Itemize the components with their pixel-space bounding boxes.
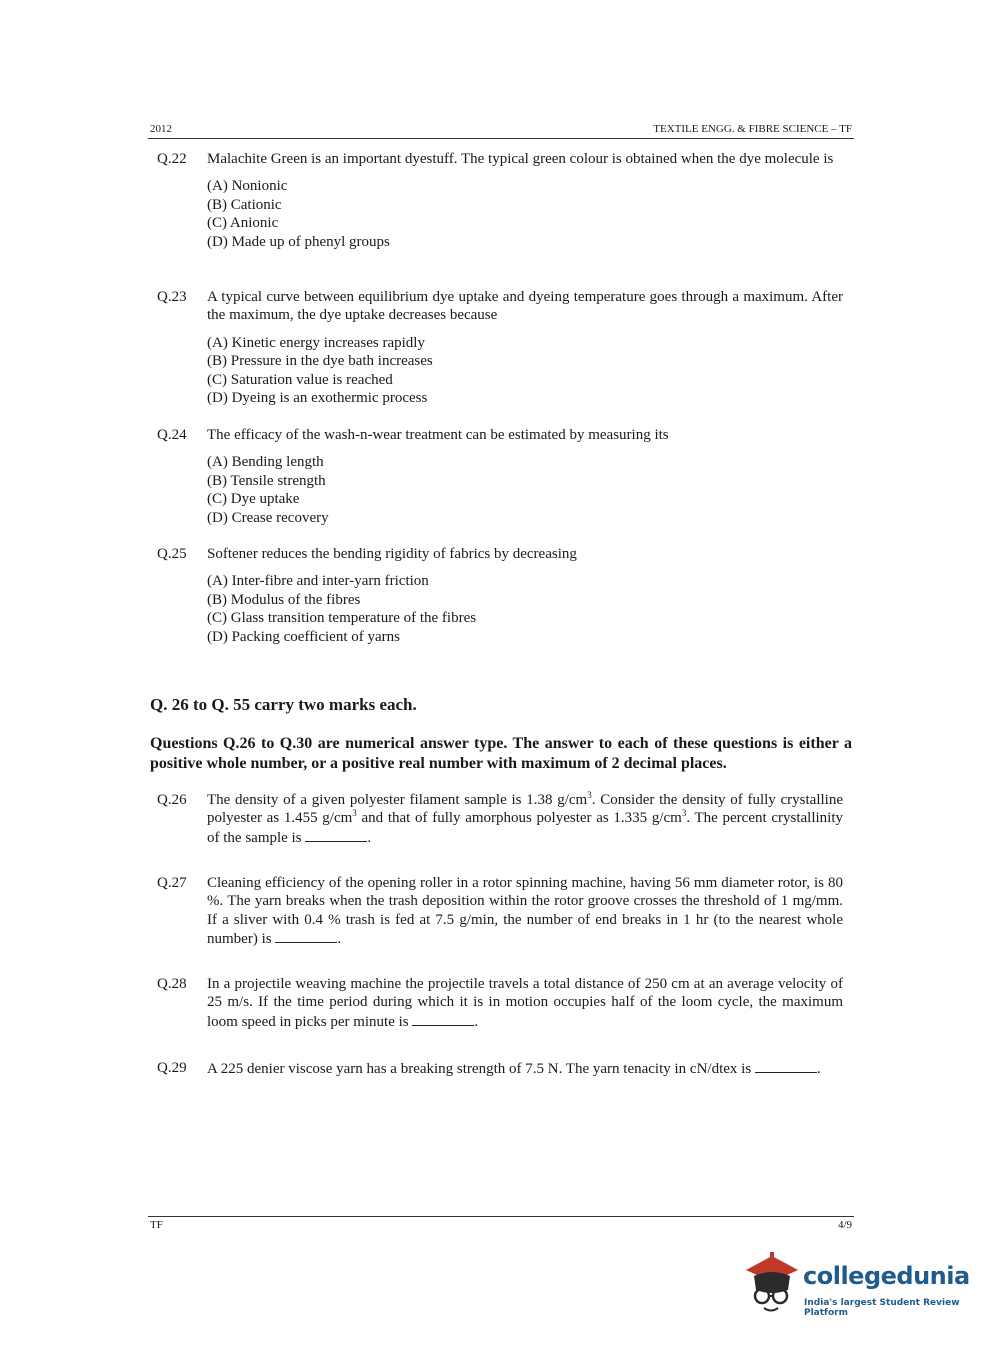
question-number: Q.23 [157, 289, 187, 305]
option-b: (B) Modulus of the fibres [207, 591, 361, 608]
page-number: 4/9 [837, 1219, 852, 1231]
answer-blank [755, 1059, 817, 1073]
header-subject: TEXTILE ENGG. & FIBRE SCIENCE – TF [653, 123, 852, 135]
option-a: (A) Inter-fibre and inter-yarn friction [207, 573, 429, 590]
question-text: A typical curve between equilibrium dye uptake and dyeing temperature goes through a maximum. After the maximum, the dye uptake decreases because [207, 289, 843, 324]
question-text: Cleaning efficiency of the opening roller in a rotor spinning machine, having 56 mm diameter rotor, is 80 %. The yarn breaks when the trash deposition within the rotor groove crosses the threshold of 1 mg/mm. If a sliver with 0.4 % trash is fed at 7.5 g/min, the number of end breaks in 1 hr (to the nearest whole number) is . [207, 875, 843, 948]
option-b: (B) Tensile strength [207, 472, 326, 489]
question-28 [157, 975, 843, 1031]
header-year: 2012 [150, 123, 172, 135]
header-rule [148, 138, 854, 139]
options-list [207, 453, 843, 527]
question-24 [157, 426, 843, 527]
options-list [207, 334, 843, 408]
section-instructions: Questions Q.26 to Q.30 are numerical answer type. The answer to each of these questions is either a positive whole number, or a positive real number with maximum of 2 decimal places. [150, 735, 852, 772]
option-b: (B) Cationic [207, 196, 282, 213]
option-c: (C) Dye uptake [207, 491, 300, 508]
student-mascot-icon [742, 1250, 802, 1318]
option-c: (C) Glass transition temperature of the fibres [207, 610, 477, 627]
option-d: (D) Made up of phenyl groups [207, 233, 390, 250]
option-d: (D) Dyeing is an exothermic process [207, 390, 428, 407]
question-number: Q.29 [157, 1060, 187, 1076]
answer-blank [412, 1012, 474, 1026]
question-number: Q.22 [157, 151, 187, 167]
logo-wordmark: collegedunia [803, 1262, 970, 1290]
footer-code: TF [150, 1219, 163, 1231]
footer-rule [148, 1216, 854, 1217]
question-number: Q.28 [157, 976, 187, 992]
answer-blank [275, 929, 337, 943]
section-title: Q. 26 to Q. 55 carry two marks each. [150, 695, 417, 714]
option-a: (A) Nonionic [207, 178, 288, 195]
logo-tagline: India's largest Student Review Platform [804, 1298, 960, 1318]
option-a: (A) Kinetic energy increases rapidly [207, 334, 425, 351]
question-29 [157, 1059, 843, 1078]
option-c: (C) Anionic [207, 215, 279, 232]
question-text: Malachite Green is an important dyestuff. The typical green colour is obtained when the dye molecule is [207, 151, 834, 167]
question-text: A 225 denier viscose yarn has a breaking strength of 7.5 N. The yarn tenacity in cN/dtex is . [207, 1061, 821, 1077]
option-b: (B) Pressure in the dye bath increases [207, 353, 433, 370]
answer-blank [305, 828, 367, 842]
options-list [207, 177, 843, 251]
question-number: Q.25 [157, 546, 187, 562]
question-text: The density of a given polyester filament sample is 1.38 $g/cm^3$. Consider the density of fully crystalline polyester as 1.455 $g/cm^3$ and that of fully amorphous polyester as 1.335 $g/cm^3$. The percent crystallinity of the sample is . [207, 790, 843, 846]
option-d: (D) Packing coefficient of yarns [207, 628, 400, 645]
option-c: (C) Saturation value is reached [207, 371, 393, 388]
question-25 [157, 545, 843, 646]
question-23 [157, 288, 843, 407]
question-number: Q.24 [157, 427, 187, 443]
options-list [207, 572, 843, 646]
question-22 [157, 150, 843, 251]
question-26 [157, 791, 843, 847]
question-number: Q.27 [157, 875, 187, 891]
option-a: (A) Bending length [207, 454, 324, 471]
question-text: The efficacy of the wash-n-wear treatment can be estimated by measuring its [207, 427, 669, 443]
question-text: In a projectile weaving machine the projectile travels a total distance of 250 cm at an average velocity of 25 m/s. If the time period during which it is in motion occupies half of the loom cycle, the maximum loom speed in picks per minute is . [207, 976, 843, 1030]
option-d: (D) Crease recovery [207, 509, 329, 526]
question-27 [157, 874, 843, 949]
collegedunia-logo [742, 1250, 972, 1320]
question-number: Q.26 [157, 792, 187, 808]
question-text: Softener reduces the bending rigidity of fabrics by decreasing [207, 546, 577, 562]
